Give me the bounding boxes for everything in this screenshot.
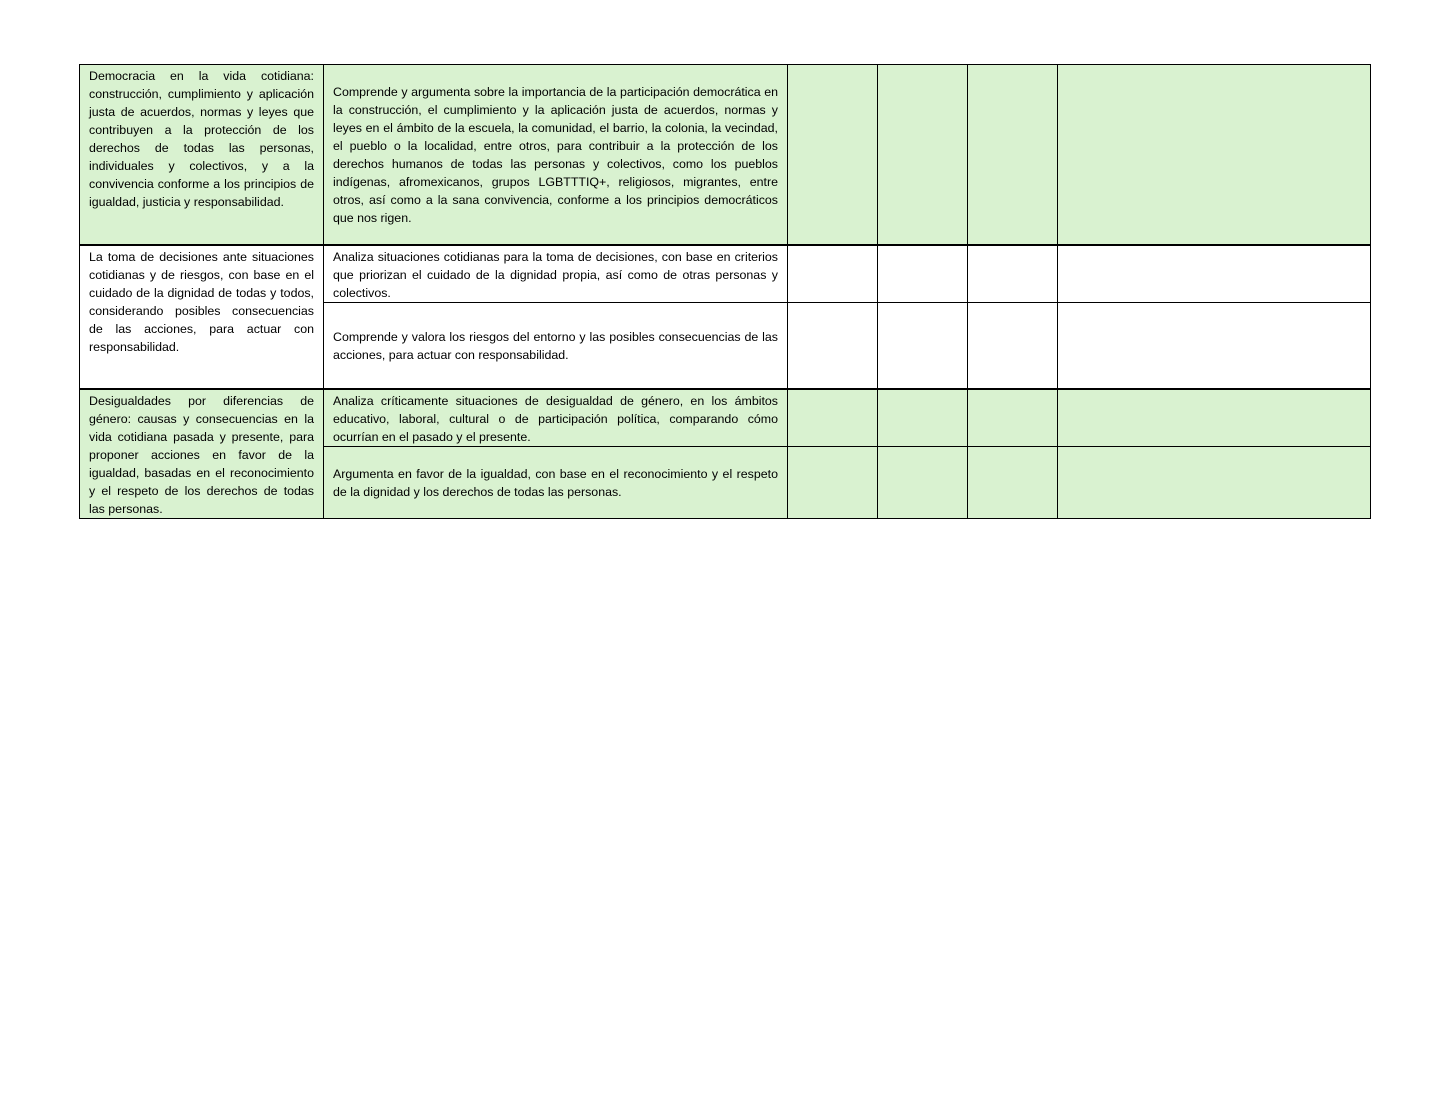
blank-cell[interactable]	[1058, 446, 1371, 518]
blank-cell[interactable]	[878, 65, 968, 245]
contenido-cell: Desigualdades por diferencias de género: causas y consecuencias en la vida cotidiana pasada y presente, para proponer acciones en favor de la igualdad, basadas en el reconocimiento y el respeto de los derechos de todas las personas.	[80, 389, 324, 519]
blank-cell[interactable]	[1058, 303, 1371, 389]
blank-cell[interactable]	[878, 446, 968, 518]
blank-cell[interactable]	[788, 65, 878, 245]
proceso-cell: Comprende y valora los riesgos del entorno y las posibles consecuencias de las acciones, para actuar con responsabilidad.	[324, 303, 788, 389]
blank-cell[interactable]	[1058, 65, 1371, 245]
blank-cell[interactable]	[788, 446, 878, 518]
blank-cell[interactable]	[968, 245, 1058, 303]
blank-cell[interactable]	[788, 245, 878, 303]
curriculum-table	[79, 64, 1371, 519]
blank-cell[interactable]	[968, 65, 1058, 245]
proceso-cell: Comprende y argumenta sobre la importancia de la participación democrática en la construcción, el cumplimiento y la aplicación justa de acuerdos, normas y leyes en el ámbito de la escuela, la comunidad, el barrio, la colonia, la vecindad, el pueblo o la localidad, entre otros, para contribuir a la protección de los derechos humanos de todas las personas y colectivos, como los pueblos indígenas, afromexicanos, grupos LGBTTTIQ+, religiosos, migrantes, entre otros, así como a la sana convivencia, conforme a los principios democráticos que nos rigen.	[324, 65, 788, 245]
proceso-cell: Analiza situaciones cotidianas para la toma de decisiones, con base en criterios que priorizan el cuidado de la dignidad propia, así como de otras personas y colectivos.	[324, 245, 788, 303]
blank-cell[interactable]	[878, 389, 968, 447]
blank-cell[interactable]	[788, 389, 878, 447]
proceso-cell: Argumenta en favor de la igualdad, con base en el reconocimiento y el respeto de la dignidad y los derechos de todas las personas.	[324, 446, 788, 518]
contenido-cell: Democracia en la vida cotidiana: construcción, cumplimiento y aplicación justa de acuerdos, normas y leyes que contribuyen a la protección de los derechos de todas las personas, individuales y colectivos, y a la convivencia conforme a los principios de igualdad, justicia y responsabilidad.	[80, 65, 324, 245]
contenido-cell: La toma de decisiones ante situaciones cotidianas y de riesgos, con base en el cuidado de la dignidad de todas y todos, considerando posibles consecuencias de las acciones, para actuar con responsabilidad.	[80, 245, 324, 389]
blank-cell[interactable]	[1058, 245, 1371, 303]
blank-cell[interactable]	[968, 303, 1058, 389]
blank-cell[interactable]	[1058, 389, 1371, 447]
blank-cell[interactable]	[968, 389, 1058, 447]
blank-cell[interactable]	[968, 446, 1058, 518]
blank-cell[interactable]	[788, 303, 878, 389]
table-row	[80, 65, 1371, 245]
blank-cell[interactable]	[878, 303, 968, 389]
blank-cell[interactable]	[878, 245, 968, 303]
proceso-cell: Analiza críticamente situaciones de desigualdad de género, en los ámbitos educativo, laboral, cultural o de participación política, comparando cómo ocurrían en el pasado y el presente.	[324, 389, 788, 447]
table-row	[80, 245, 1371, 303]
table-row	[80, 389, 1371, 447]
